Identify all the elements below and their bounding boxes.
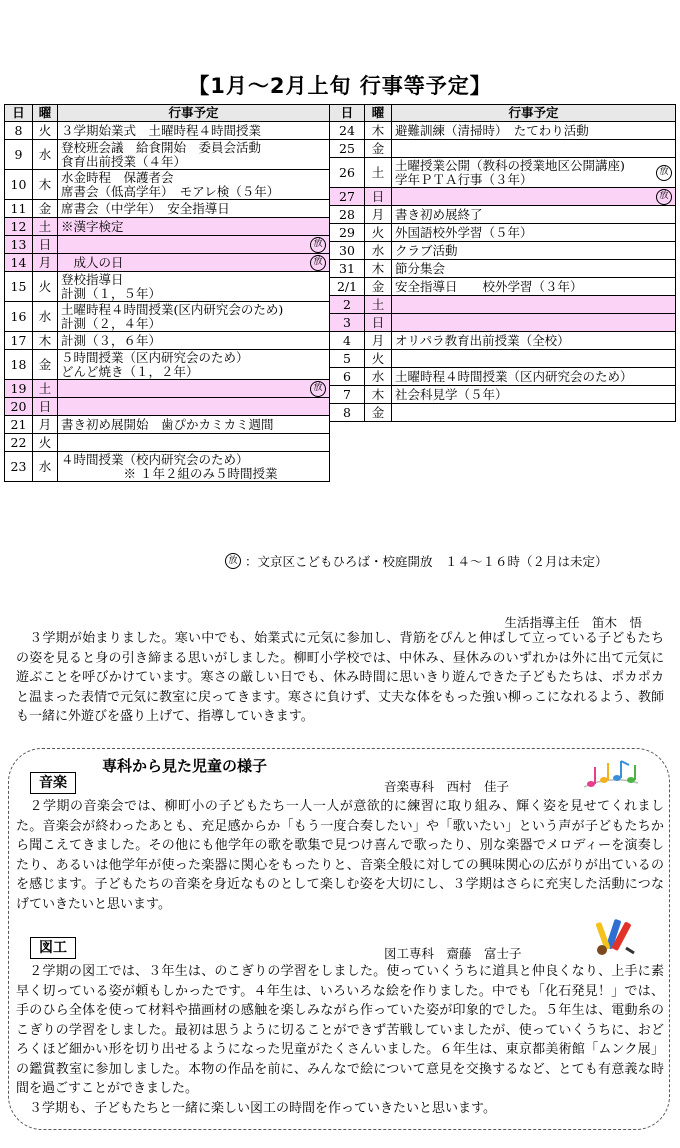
row-weekday: 火 <box>33 272 58 302</box>
row-weekday: 木 <box>365 122 392 140</box>
schedule-row <box>330 122 676 140</box>
row-weekday: 土 <box>33 218 58 236</box>
header-day: 日 <box>5 105 33 122</box>
art-teacher: 図工専科 齋藤 富士子 <box>384 946 522 961</box>
special-box-title: 専科から見た児童の様子 <box>102 757 268 775</box>
schedule-row <box>5 302 330 332</box>
row-events <box>392 260 676 278</box>
row-day: 17 <box>5 332 33 350</box>
event-text: 安全指導日 校外学習（３年） <box>395 278 583 294</box>
row-events <box>58 398 330 416</box>
row-events <box>58 122 330 140</box>
schedule-row <box>330 350 676 368</box>
row-day: 6 <box>330 368 365 386</box>
row-weekday: 金 <box>365 278 392 296</box>
row-events <box>392 158 676 188</box>
schedule-legend <box>225 552 608 570</box>
schedule-row <box>5 170 330 200</box>
row-events <box>58 272 330 302</box>
art-paragraph-closing: ３学期も、子どもたちと一緒に楽しい図工の時間を作っていきたいと思います。 <box>16 1100 496 1116</box>
row-events <box>392 332 676 350</box>
open-playground-icon: 放 <box>225 553 241 569</box>
schedule-row <box>330 368 676 386</box>
schedule-row <box>330 206 676 224</box>
row-day: 2 <box>330 296 365 314</box>
row-weekday: 日 <box>365 188 392 206</box>
row-day: 24 <box>330 122 365 140</box>
row-day: 7 <box>330 386 365 404</box>
row-events <box>392 242 676 260</box>
row-events <box>392 206 676 224</box>
row-weekday: 月 <box>33 416 58 434</box>
schedule-row <box>330 314 676 332</box>
schedule-row <box>330 224 676 242</box>
row-day: 22 <box>5 434 33 452</box>
schedule-row <box>330 242 676 260</box>
row-events <box>58 380 330 398</box>
schedule-row <box>330 188 676 206</box>
open-playground-icon: 放 <box>310 255 326 271</box>
art-label: 図工 <box>30 937 76 959</box>
event-text: 土曜時程４時間授業（区内研究会のため） <box>395 368 633 384</box>
row-day: 27 <box>330 188 365 206</box>
row-events <box>58 416 330 434</box>
row-day: 13 <box>5 236 33 254</box>
schedule-row <box>5 398 330 416</box>
row-day: 2/1 <box>330 278 365 296</box>
row-weekday: 水 <box>33 302 58 332</box>
guidance-signature: 生活指導主任 笛木 悟 <box>504 615 642 630</box>
schedule-row <box>330 332 676 350</box>
header-day: 日 <box>330 105 365 122</box>
row-day: 5 <box>330 350 365 368</box>
header-weekday: 曜 <box>365 105 392 122</box>
row-day: 10 <box>5 170 33 200</box>
row-weekday: 木 <box>33 170 58 200</box>
row-events <box>392 386 676 404</box>
row-day: 18 <box>5 350 33 380</box>
event-text: 避難訓練（清掃時） たてわり活動 <box>395 122 589 138</box>
event-text: 外国語校外学習（５年） <box>395 224 533 240</box>
row-events <box>58 254 330 272</box>
schedule-table-right <box>329 104 676 422</box>
art-paragraph-main: ２学期の図工では、３年生は、のこぎりの学習をしました。使っていくうちに道具と仲良くなり、上手に素早く切っている姿が頼もしかったです。４年生は、いろいろな絵を作りました。中でも「化石発見！」では、手のひら全体を使って材料や描画材の感触を楽しみながら作っていた姿が印象的でした。５年生は、電動糸のこぎりの学習をしました。最初は思うように切ることができず苦戦していましたが、使っていくうちに、おどろくほど細かい形を切り出せるようになった児童がたくさんいました。６年生は、東京都美術館「ムンク展」の鑑賞教室に参加しました。本物の作品を前に、みんなで絵について意見を交換するなど、とても有意義な時間を過ごすことができました。 <box>16 964 664 1096</box>
schedule-row <box>330 140 676 158</box>
schedule-row <box>5 122 330 140</box>
event-text: 書き初め展開始 歯ぴかカミカミ週間 <box>61 416 274 432</box>
schedule-row <box>330 260 676 278</box>
row-day: 30 <box>330 242 365 260</box>
schedule-row <box>330 278 676 296</box>
schedule-row <box>330 296 676 314</box>
row-events <box>392 314 676 332</box>
row-day: 8 <box>5 122 33 140</box>
art-supplies-icon <box>592 916 638 956</box>
row-day: 11 <box>5 200 33 218</box>
art-paragraph <box>16 962 664 1118</box>
row-weekday: 水 <box>33 140 58 170</box>
row-weekday: 火 <box>365 350 392 368</box>
schedule-row <box>330 386 676 404</box>
row-events <box>58 140 330 170</box>
row-day: 29 <box>330 224 365 242</box>
event-text: 土曜時程４時間授業(区内研究会のため) <box>61 301 284 317</box>
row-weekday: 日 <box>365 314 392 332</box>
event-text: 書き初め展終了 <box>395 206 483 222</box>
event-text: 計測（３，６年） <box>61 332 162 348</box>
event-text: 社会科見学（５年） <box>395 386 508 402</box>
open-playground-icon: 放 <box>656 189 672 205</box>
event-text: 食育出前授業（４年） <box>61 153 187 169</box>
row-events <box>392 224 676 242</box>
row-weekday: 水 <box>33 452 58 482</box>
row-weekday: 月 <box>365 206 392 224</box>
row-events <box>392 140 676 158</box>
row-day: 16 <box>5 302 33 332</box>
row-day: 4 <box>330 332 365 350</box>
row-weekday: 木 <box>365 260 392 278</box>
event-text: ３学期始業式 土曜時程４時間授業 <box>61 122 262 138</box>
schedule-row <box>5 380 330 398</box>
schedule-row <box>5 254 330 272</box>
schedule-row <box>5 218 330 236</box>
row-events <box>58 218 330 236</box>
event-text: ※漢字検定 <box>61 218 124 234</box>
row-events <box>392 296 676 314</box>
event-text: 水金時程 保護者会 <box>61 169 174 185</box>
row-events <box>58 332 330 350</box>
schedule-row <box>5 452 330 482</box>
row-weekday: 水 <box>365 368 392 386</box>
music-notes-icon <box>582 757 640 793</box>
schedule-row <box>330 404 676 422</box>
row-day: 20 <box>5 398 33 416</box>
header-events: 行事予定 <box>58 105 330 122</box>
row-weekday: 月 <box>365 332 392 350</box>
schedule-row <box>5 272 330 302</box>
schedule-row <box>5 350 330 380</box>
row-events <box>392 368 676 386</box>
open-playground-icon: 放 <box>310 237 326 253</box>
music-label: 音楽 <box>30 772 76 794</box>
row-weekday: 水 <box>365 242 392 260</box>
row-weekday: 土 <box>365 158 392 188</box>
event-text: オリパラ教育出前授業（全校） <box>395 332 570 348</box>
music-paragraph: ２学期の音楽会では、柳町小の子どもたち一人一人が意欲的に練習に取り組み、輝く姿を見せてくれました。音楽会が終わったあとも、充足感からか「もう一度合奏したい」や「歌いたい」という声が子どもたちから聞こえてきました。その他にも他学年の歌を歌集で見つけ喜んで歌ったり、別な楽器でメロディーを演奏したり、あるいは他学年が使った楽器に関心をもったりと、音楽全般に対しての興味関心の広がりが出ているのを感じます。子どもたちの音楽を身近なものとして楽しむ姿を大切にし、３学期はさらに充実した活動につなげていきたいと思います。 <box>16 799 664 912</box>
row-events <box>58 236 330 254</box>
schedule-row <box>5 140 330 170</box>
schedule-row <box>330 158 676 188</box>
row-day: 25 <box>330 140 365 158</box>
row-weekday: 火 <box>33 434 58 452</box>
event-text: ※ １年２組のみ５時間授業 <box>61 465 278 481</box>
schedule-row <box>5 416 330 434</box>
row-weekday: 木 <box>33 332 58 350</box>
row-weekday: 日 <box>33 236 58 254</box>
row-day: 19 <box>5 380 33 398</box>
schedule-row <box>5 434 330 452</box>
row-weekday: 金 <box>33 200 58 218</box>
music-teacher: 音楽専科 西村 佳子 <box>384 779 510 794</box>
row-weekday: 金 <box>365 140 392 158</box>
row-day: 23 <box>5 452 33 482</box>
event-text: 登校班会議 給食開始 委員会活動 <box>61 139 262 155</box>
event-text: 学年ＰＴＡ行事（３年） <box>395 171 533 187</box>
row-weekday: 月 <box>33 254 58 272</box>
event-text: 登校指導日 <box>61 271 124 287</box>
page-title: 【1月～2月上旬 行事等予定】 <box>188 74 492 98</box>
event-text: 席書会（中学年） 安全指導日 <box>61 200 230 216</box>
row-weekday: 土 <box>365 296 392 314</box>
event-text: ５時間授業（区内研究会のため） <box>61 349 249 365</box>
row-day: 26 <box>330 158 365 188</box>
row-events <box>392 350 676 368</box>
row-day: 21 <box>5 416 33 434</box>
event-text: クラブ活動 <box>395 242 458 258</box>
event-text: どんど焼き（１，２年） <box>61 363 199 379</box>
event-text: 席書会（低高学年） モアレ検（５年） <box>61 183 280 199</box>
event-text: ４時間授業（校内研究会のため） <box>61 451 249 467</box>
row-day: 8 <box>330 404 365 422</box>
legend-text: ：文京区こどもひろば・校庭開放 １４～１６時（２月は未定） <box>245 554 608 569</box>
row-day: 28 <box>330 206 365 224</box>
row-weekday: 金 <box>33 350 58 380</box>
row-events <box>392 188 676 206</box>
header-events: 行事予定 <box>392 105 676 122</box>
row-day: 12 <box>5 218 33 236</box>
guidance-paragraph: ３学期が始まりました。寒い中でも、始業式に元気に参加し、背筋をぴんと伸ばして立っている子どもたちの姿を見ると身の引き締まる思いがしました。柳町小学校では、中休み、昼休みのいずれかは外に出て元気に遊ぶことを呼びかけています。寒さの厳しい日でも、休み時間に思いきり遊んできた子どもたちは、ポカポカと温まった表情で元気に教室に戻ってきます。寒さに負けず、丈夫な体をもった強い柳っこになれるよう、教師も一緒に外遊びを盛り上げて、指導していきます。 <box>16 631 664 724</box>
schedule-row <box>5 200 330 218</box>
row-events <box>392 404 676 422</box>
row-day: 9 <box>5 140 33 170</box>
row-events <box>58 170 330 200</box>
event-text: 計測（２，４年） <box>61 315 162 331</box>
row-weekday: 木 <box>365 386 392 404</box>
event-text: 成人の日 <box>61 254 124 270</box>
row-events <box>58 302 330 332</box>
row-weekday: 金 <box>365 404 392 422</box>
row-events <box>392 278 676 296</box>
row-weekday: 火 <box>365 224 392 242</box>
row-weekday: 火 <box>33 122 58 140</box>
row-day: 3 <box>330 314 365 332</box>
row-events <box>58 350 330 380</box>
row-events <box>58 434 330 452</box>
row-weekday: 日 <box>33 398 58 416</box>
row-day: 15 <box>5 272 33 302</box>
open-playground-icon: 放 <box>310 381 326 397</box>
schedule-row <box>5 332 330 350</box>
row-day: 14 <box>5 254 33 272</box>
event-text: 節分集会 <box>395 260 446 276</box>
row-events <box>58 200 330 218</box>
event-text: 土曜授業公開（教科の授業地区公開講座) <box>395 157 625 173</box>
schedule-table-left <box>4 104 330 482</box>
row-events <box>392 122 676 140</box>
header-weekday: 曜 <box>33 105 58 122</box>
row-weekday: 土 <box>33 380 58 398</box>
row-events <box>58 452 330 482</box>
event-text: 計測（１，５年） <box>61 285 162 301</box>
schedule-row <box>5 236 330 254</box>
row-day: 31 <box>330 260 365 278</box>
open-playground-icon: 放 <box>656 165 672 181</box>
